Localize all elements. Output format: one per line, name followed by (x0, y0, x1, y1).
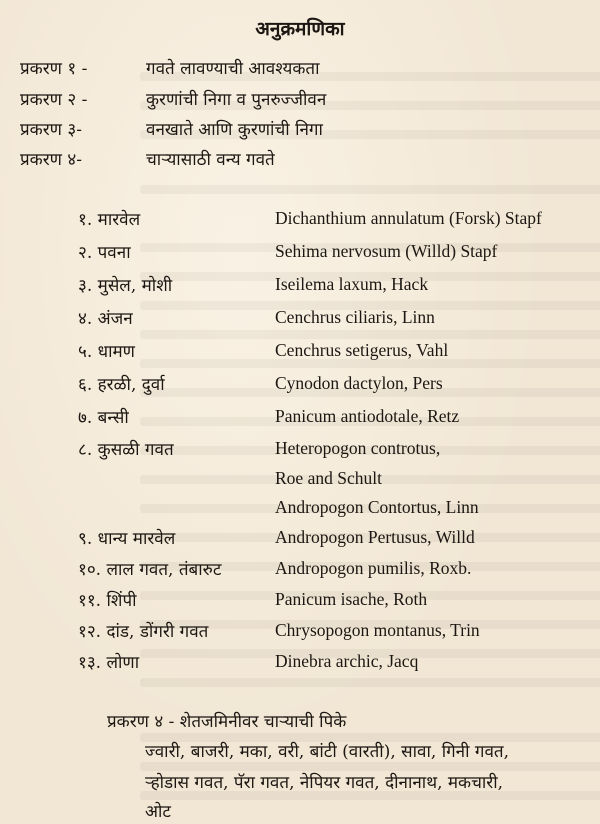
grass-local-name: ६. हरळी, दुर्वा (78, 375, 165, 395)
grass-scientific-name: Cynodon dactylon, Pers (275, 373, 443, 393)
grass-entry (0, 467, 600, 491)
grass-scientific-name: Panicum antiodotale, Retz (275, 406, 460, 426)
grass-scientific-name: Heteropogon controtus, (275, 438, 441, 458)
grass-local-name: १. मारवेल (78, 210, 141, 230)
grass-entry (0, 557, 600, 581)
crops-line: ओट (145, 802, 171, 822)
grass-scientific-name: Andropogon Contortus, Linn (275, 497, 479, 517)
grass-entry (0, 619, 600, 643)
grass-entry (0, 339, 600, 363)
grass-scientific-name: Iseilema laxum, Hack (275, 274, 429, 294)
chapter-number: प्रकरण १ - (20, 59, 88, 79)
grass-entry (0, 405, 600, 429)
grass-local-name: १०. लाल गवत, तंबारुट (78, 560, 222, 580)
grass-entry (0, 372, 600, 396)
grass-scientific-name: Panicum isache, Roth (275, 589, 428, 609)
grass-entry (0, 526, 600, 550)
grass-local-name: ११. शिंपी (78, 591, 137, 611)
crops-line: ऱ्होडास गवत, पॅरा गवत, नेपियर गवत, दीनानाथ, मकचारी, (145, 773, 504, 793)
page-title: अनुक्रमणिका (255, 18, 345, 40)
chapter-number: प्रकरण ४- (20, 150, 82, 170)
grass-scientific-name: Cenchrus ciliaris, Linn (275, 307, 435, 327)
grass-entry (0, 588, 600, 612)
chapter-title: वनखाते आणि कुरणांची निगा (146, 120, 323, 140)
chapter-title: गवते लावण्याची आवश्यकता (146, 59, 320, 79)
grass-entry (0, 496, 600, 520)
grass-local-name: ५. धामण (78, 342, 135, 362)
grass-scientific-name: Roe and Schult (275, 468, 382, 488)
grass-local-name: ८. कुसळी गवत (78, 440, 174, 460)
crops-section-heading: प्रकरण ४ - शेतजमिनीवर चाऱ्याची पिके (107, 712, 347, 732)
grass-local-name: ३. मुसेल, मोशी (78, 276, 173, 296)
grass-entry (0, 240, 600, 264)
chapter-number: प्रकरण ३- (20, 120, 82, 140)
chapter-title: कुरणांची निगा व पुनरुज्जीवन (146, 90, 327, 110)
grass-entry (0, 207, 600, 231)
grass-scientific-name: Dichanthium annulatum (Forsk) Stapf (275, 208, 542, 228)
grass-local-name: २. पवना (78, 243, 131, 263)
grass-scientific-name: Dinebra archic, Jacq (275, 651, 419, 671)
grass-scientific-name: Andropogon Pertusus, Willd (275, 527, 475, 547)
grass-entry (0, 273, 600, 297)
grass-scientific-name: Chrysopogon montanus, Trin (275, 620, 480, 640)
grass-local-name: १२. दांड, डोंगरी गवत (78, 622, 209, 642)
chapter-title: चाऱ्यासाठी वन्य गवते (146, 150, 275, 170)
grass-entry (0, 650, 600, 674)
grass-scientific-name: Sehima nervosum (Willd) Stapf (275, 241, 498, 261)
grass-entry (0, 437, 600, 461)
grass-local-name: ९. धान्य मारवेल (78, 529, 176, 549)
grass-scientific-name: Andropogon pumilis, Roxb. (275, 558, 472, 578)
grass-local-name: १३. लोणा (78, 653, 140, 673)
grass-scientific-name: Cenchrus setigerus, Vahl (275, 340, 449, 360)
grass-entry (0, 306, 600, 330)
chapter-number: प्रकरण २ - (20, 90, 88, 110)
crops-line: ज्वारी, बाजरी, मका, वरी, बांटी (वारती), सावा, गिनी गवत, (145, 742, 510, 762)
grass-local-name: ७. बन्सी (78, 408, 129, 428)
grass-local-name: ४. अंजन (78, 309, 133, 329)
